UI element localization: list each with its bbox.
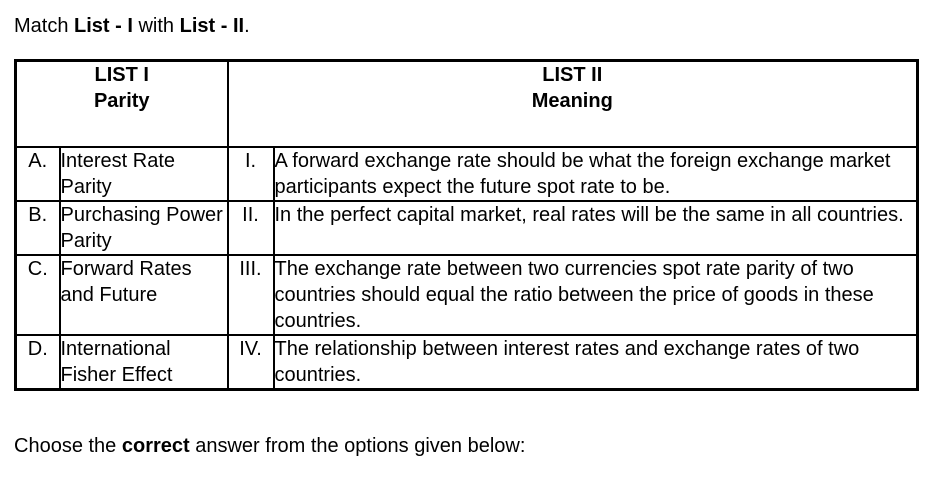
instruction-suffix: . <box>244 15 250 37</box>
row-letter: A. <box>16 147 60 201</box>
instruction-list2: List - II <box>179 15 245 37</box>
row-meaning: A forward exchange rate should be what the foreign exchange market participants expect the future spot rate to be. <box>274 147 918 201</box>
list1-header-title: LIST I <box>94 64 149 86</box>
table-row <box>16 201 918 255</box>
row-meaning: In the perfect capital market, real rates will be the same in all countries. <box>274 201 918 255</box>
table-header-row <box>16 61 918 148</box>
list1-header-subtitle: Parity <box>93 90 150 112</box>
row-term: Purchasing Power Parity <box>60 201 228 255</box>
list2-header-title: LIST II <box>542 64 603 86</box>
row-term: Interest Rate Parity <box>60 147 228 201</box>
matching-table <box>14 59 919 391</box>
table-row <box>16 335 918 390</box>
row-roman: II. <box>228 201 274 255</box>
answer-prompt <box>14 434 525 458</box>
table-row <box>16 147 918 201</box>
row-term: Forward Rates and Future <box>60 255 228 335</box>
row-roman: I. <box>228 147 274 201</box>
row-meaning: The exchange rate between two currencies spot rate parity of two countries should equal the ratio between the price of goods in these countries. <box>274 255 918 335</box>
instruction-text <box>14 14 250 38</box>
instruction-list1: List - I <box>74 15 133 37</box>
row-roman: III. <box>228 255 274 335</box>
instruction-middle: with <box>132 15 180 37</box>
row-roman: IV. <box>228 335 274 390</box>
table-row <box>16 255 918 335</box>
row-letter: C. <box>16 255 60 335</box>
row-meaning: The relationship between interest rates and exchange rates of two countries. <box>274 335 918 390</box>
footer-suffix: answer from the options given below: <box>189 435 526 457</box>
list2-header-subtitle: Meaning <box>531 90 613 112</box>
footer-bold: correct <box>121 435 190 457</box>
row-letter: D. <box>16 335 60 390</box>
footer-prefix: Choose the <box>14 435 122 457</box>
row-term: International Fisher Effect <box>60 335 228 390</box>
list2-header <box>228 61 918 148</box>
instruction-prefix: Match <box>14 15 75 37</box>
list1-header <box>16 61 228 148</box>
row-letter: B. <box>16 201 60 255</box>
